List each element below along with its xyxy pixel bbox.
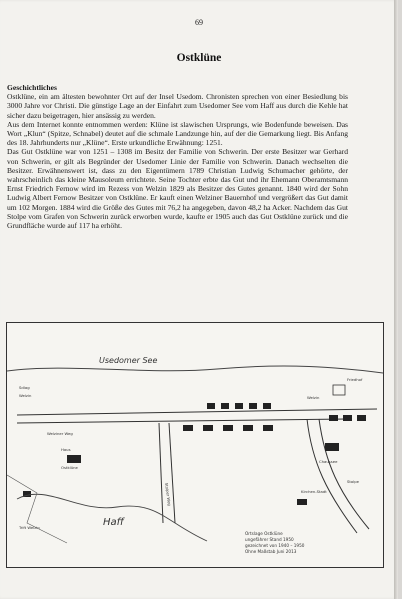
building [223, 425, 233, 431]
map-label-kirchen-stadt: Kirchen-Stadt [301, 489, 327, 494]
map-label-chaussee: Chaussee [319, 459, 338, 464]
building [221, 403, 229, 409]
section-heading: Geschichtliches [7, 83, 57, 92]
paragraph-1: Ostklüne, ein am ältesten bewohnter Ort auf der Insel Usedom. Chronisten sprechen von einer Besiedlung bis 3000 Jahre vor Christi. Die günstige Lage an der Einfahrt zum Usedomer See vom Haff aus durch die Kehle hat sicher dazu beigetragen, hier ansässig zu werden. [7, 92, 348, 120]
haff-label: Haff [103, 517, 124, 528]
map-caption-line-3: gezeichnet von 1940 – 1950 [245, 543, 305, 548]
map-caption-line-2: ungefährer Stand 1950 [245, 537, 294, 542]
map-drawing [7, 323, 383, 567]
map-caption-line-4: Ohne Maßstab Juni 2013 [245, 549, 297, 554]
cemetery-plot [333, 385, 345, 395]
map-label-sdlag: Sdlag [19, 385, 30, 390]
vertical-road-left [159, 423, 163, 523]
article-body [7, 83, 348, 230]
hand-drawn-map [6, 322, 384, 568]
building [243, 425, 253, 431]
map-label-haus: Haus [61, 447, 71, 452]
page-number: 69 [195, 18, 203, 27]
building [203, 425, 213, 431]
main-road-bottom [17, 419, 347, 423]
paragraph-3: Das Gut Ostklüne war von 1251 – 1308 im Besitz der Familie von Schwerin. Der erste Besitzer war Gerhard von Schwerin, er gilt als Begründer der Usedomer Linie der Familie von Schwerin. Danach wechselten die Besitzer. Erwähnenswert ist, dass zu den Eigentümern 1789 Christian Ludwig Schumacher gehörte, der wahrscheinlich das kleine Mausoleum errichtete. Seine Tochter erbte das Gut und ihr Ehemann Oberamtsmann Ernst Friedrich Fernow wird im Rezess von Welzin 1829 als Besitzer des Gutes genannt. 1840 wird der Sohn Ludwig Albert Fernow Besitzer von Ostklüne. Er kauft einen Welziner Bauernhof und vergrößert das Gut damit um 102 Morgen. 1884 wird die Größe des Gutes mit 76,2 ha angegeben, davon 48,2 ha Acker. Nachdem das Gut Stolpe vom Grafen von Schwerin zurück erworben wurde, kaufte er 1905 auch das Gut Ostklüne zurück und die Grundfläche wurde auf 117 ha erhöht. [7, 147, 348, 231]
building [263, 425, 273, 431]
building [325, 443, 339, 451]
building [357, 415, 366, 421]
map-label-welzin: Welzin [307, 395, 320, 400]
map-label-ostklune: Ostklüne [61, 465, 78, 470]
map-label-friedhof: Friedhof [347, 377, 363, 382]
building [329, 415, 338, 421]
building [343, 415, 352, 421]
map-label-trift: Trift Welzin [19, 525, 40, 530]
building [67, 455, 81, 463]
path-line [7, 475, 67, 543]
building [297, 499, 307, 505]
main-road-top [17, 409, 377, 415]
lake-shoreline [7, 366, 383, 373]
paragraph-2: Aus dem Internet konnte entnommen werden: Klüne ist slawischen Ursprungs, wie Bodenfunde beweisen. Das Wort „Klun“ (Spitze, Schnabel) deutet auf die schmale Landzunge hin, auf der die Gemarkung liegt. Bis Anfang des 18. Jahrhunderts nur „Klüne“. Erste urkundliche Erwähnung: 1251. [7, 119, 348, 148]
map-label-stolper-weg: Stolper Weg [164, 482, 173, 506]
map-caption-line-1: Ortslage Ostklüne [245, 531, 283, 536]
page-title: Ostklüne [176, 52, 222, 64]
building [263, 403, 271, 409]
page-edge-shadow [394, 0, 398, 599]
right-road [307, 419, 357, 533]
map-label-welzin-2: Welzin [19, 393, 32, 398]
lake-label: Usedomer See [99, 356, 158, 365]
building [207, 403, 215, 409]
vertical-road-right [169, 423, 175, 523]
building [235, 403, 243, 409]
building [249, 403, 257, 409]
map-label-welziner-weg: Welziner Weg [47, 431, 73, 436]
building [183, 425, 193, 431]
map-label-stolpe: Stolpe [347, 479, 360, 484]
right-road-edge [319, 419, 369, 529]
